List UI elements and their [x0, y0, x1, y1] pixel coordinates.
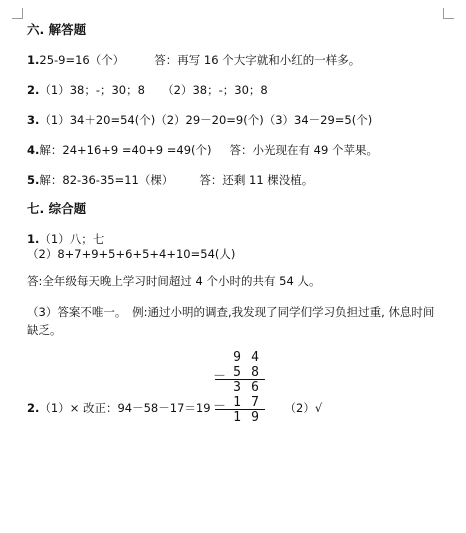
- s6-q5-answer: 答：还剩 11 棵没植。: [199, 173, 314, 187]
- vc-row-subtrahend-2: [203, 395, 265, 414]
- s7-q1-answer: 答:全年级每天晚上学习时间超过 4 个小时的共有 54 人。: [27, 274, 321, 288]
- vc-cell: 1: [233, 410, 241, 425]
- s6-q2-text: （1）38；-；30；8 （2）38；-；30；8: [39, 83, 268, 97]
- s6-q3-number: 3.: [27, 113, 40, 127]
- s7-q2-number: 2.: [27, 401, 40, 415]
- section-7-title: 七. 综合题: [27, 201, 87, 216]
- vc-row-result: [203, 410, 265, 425]
- s6-q4-number: 4.: [27, 143, 40, 157]
- s6-question-5: [27, 172, 313, 188]
- vc-cell: 9: [233, 350, 241, 365]
- vc-cell: 4: [251, 350, 259, 365]
- section-6-title: 六. 解答题: [27, 22, 87, 37]
- s6-question-3: [27, 112, 372, 128]
- vc-cell: 5: [233, 365, 241, 380]
- s6-question-4: [27, 142, 378, 158]
- vc-cell: 3: [233, 380, 241, 395]
- s7-question-2: [27, 400, 322, 416]
- vc-cell: 6: [251, 380, 259, 395]
- vc-row-minuend: [203, 350, 265, 365]
- vc-cell: 1: [233, 395, 241, 410]
- page-corner-mark-right: [443, 8, 454, 19]
- vc-minus-sign: －: [213, 369, 227, 384]
- vc-cell: 7: [251, 395, 259, 410]
- s6-q3-text: （1）34＋20=54(个)（2）29－20=9(个)（3）34－29=5(个): [39, 113, 373, 127]
- s6-q2-number: 2.: [27, 83, 40, 97]
- vc-cell: 8: [251, 365, 259, 380]
- s7-q1-part1-text: （1）八；七: [39, 232, 105, 246]
- vc-row-subtrahend-1: [203, 365, 265, 384]
- s6-q5-calc: 解：82-36-35=11（棵）: [39, 173, 174, 187]
- s7-q2-part2: （2）√: [284, 401, 323, 415]
- page-corner-mark-left: [12, 8, 23, 19]
- s6-q1-number: 1.: [27, 53, 40, 67]
- s7-q1-number: 1.: [27, 232, 40, 246]
- s6-question-1: [27, 52, 360, 68]
- vertical-subtraction: [203, 350, 265, 425]
- s7-q2-part1: （1）× 改正：94－58－17＝19: [39, 401, 211, 415]
- s7-q1-part3: （3）答案不唯一。 例:通过小明的调查,我发现了同学们学习负担过重, 休息时间缺乏。: [27, 305, 435, 337]
- vc-row-intermediate: [203, 380, 265, 395]
- vc-cell: 9: [251, 410, 259, 425]
- s6-q4-answer: 答：小光现在有 49 个苹果。: [229, 143, 378, 157]
- s6-question-2: [27, 82, 268, 98]
- vc-minus-sign: －: [213, 399, 227, 414]
- s6-q1-answer: 答：再写 16 个大字就和小红的一样多。: [154, 53, 361, 67]
- s7-q1-part2: （2）8+7+9+5+6+5+4+10=54(人): [27, 247, 236, 261]
- s6-q1-calc: 25-9=16（个）: [39, 53, 125, 67]
- s6-q4-calc: 解：24+16+9 =40+9 =49(个): [39, 143, 212, 157]
- s6-q5-number: 5.: [27, 173, 40, 187]
- s7-q1-part1: [27, 231, 104, 247]
